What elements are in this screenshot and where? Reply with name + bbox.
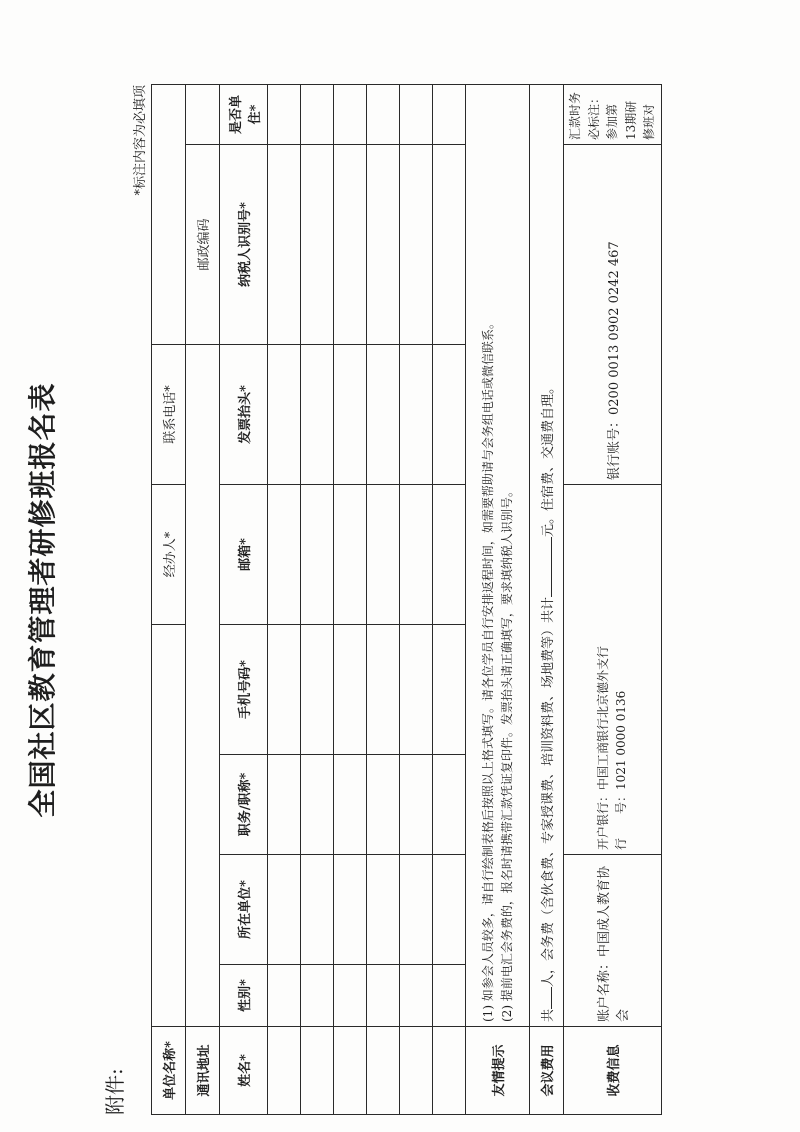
header-row xyxy=(220,85,268,1115)
payment-row xyxy=(564,85,662,1115)
fee-text-c: 元。住宿费、交通费自理。 xyxy=(541,380,556,537)
fee-text-a: 共 xyxy=(541,1008,556,1022)
col-invoice: 发票抬头* xyxy=(220,345,268,485)
remittance-remark: 汇款时务必标注：参加第13期研修班对 xyxy=(564,85,662,145)
tips-line-2: (2) 提前电汇会务费的，报名时请携带汇款凭证复印件。发票抬头请正确填写，要求填纳税人识别号。 xyxy=(499,485,514,1022)
tips-content xyxy=(466,85,530,1027)
bank-name: 开户银行：中国工商银行北京德外支行 xyxy=(595,645,610,850)
bank-number: 行 号：1021 0000 0136 xyxy=(614,690,629,850)
address-cell[interactable] xyxy=(186,345,220,1027)
form-title: 全国社区教育管理者研修班报名表 xyxy=(26,382,59,818)
table-row[interactable] xyxy=(268,85,301,1115)
phone-cell[interactable] xyxy=(152,85,186,345)
attachment-label: 附件: xyxy=(103,1068,127,1115)
bank-info xyxy=(564,485,662,855)
postcode-cell[interactable] xyxy=(186,85,220,145)
rotated-form xyxy=(26,85,657,1115)
tips-label: 友情提示 xyxy=(466,1027,530,1115)
unit-name-label: 单位名称* xyxy=(152,1027,186,1115)
fee-label: 会议费用 xyxy=(530,1027,564,1115)
col-taxid: 纳税人识别号* xyxy=(220,145,268,345)
fee-text-b: 人，会务费（含伙食费、专家授课费、培训资料费、场地费等）共计 xyxy=(541,596,556,987)
account-number: 银行账号：0200 0013 0902 0242 467 xyxy=(564,145,662,485)
unit-row xyxy=(152,85,186,1115)
col-position: 职务/职称* xyxy=(220,755,268,855)
payment-label: 收费信息 xyxy=(564,1027,662,1115)
table-row[interactable] xyxy=(367,85,400,1115)
col-unit: 所在单位* xyxy=(220,855,268,965)
required-note: *标注内容为必填项 xyxy=(133,85,148,196)
col-email: 邮箱* xyxy=(220,485,268,625)
account-name: 账户名称：中国成人教育协会 xyxy=(564,855,662,1027)
phone-label: 联系电话* xyxy=(152,345,186,485)
address-row xyxy=(186,85,220,1115)
address-label: 通讯地址 xyxy=(186,1027,220,1115)
col-single-room: 是否单住* xyxy=(220,85,268,145)
col-gender: 性别* xyxy=(220,965,268,1027)
col-mobile: 手机号码* xyxy=(220,625,268,755)
col-name: 姓名* xyxy=(220,1027,268,1115)
table-row[interactable] xyxy=(433,85,466,1115)
tips-line-1: (1) 如参会人员较多，请自行绘制表格后按照以上格式填写。请各位学员自行安排返程时间，如需要帮助请与会务组电话或微信联系。 xyxy=(480,317,495,1022)
table-row[interactable] xyxy=(301,85,334,1115)
unit-name-cell[interactable] xyxy=(152,625,186,1027)
fee-row xyxy=(530,85,564,1115)
postcode-label: 邮政编码 xyxy=(186,145,220,345)
agent-label: 经办人* xyxy=(152,485,186,625)
registration-table xyxy=(151,84,662,1115)
tips-row xyxy=(466,85,530,1115)
table-row[interactable] xyxy=(334,85,367,1115)
fee-content xyxy=(530,85,564,1027)
table-row[interactable] xyxy=(400,85,433,1115)
